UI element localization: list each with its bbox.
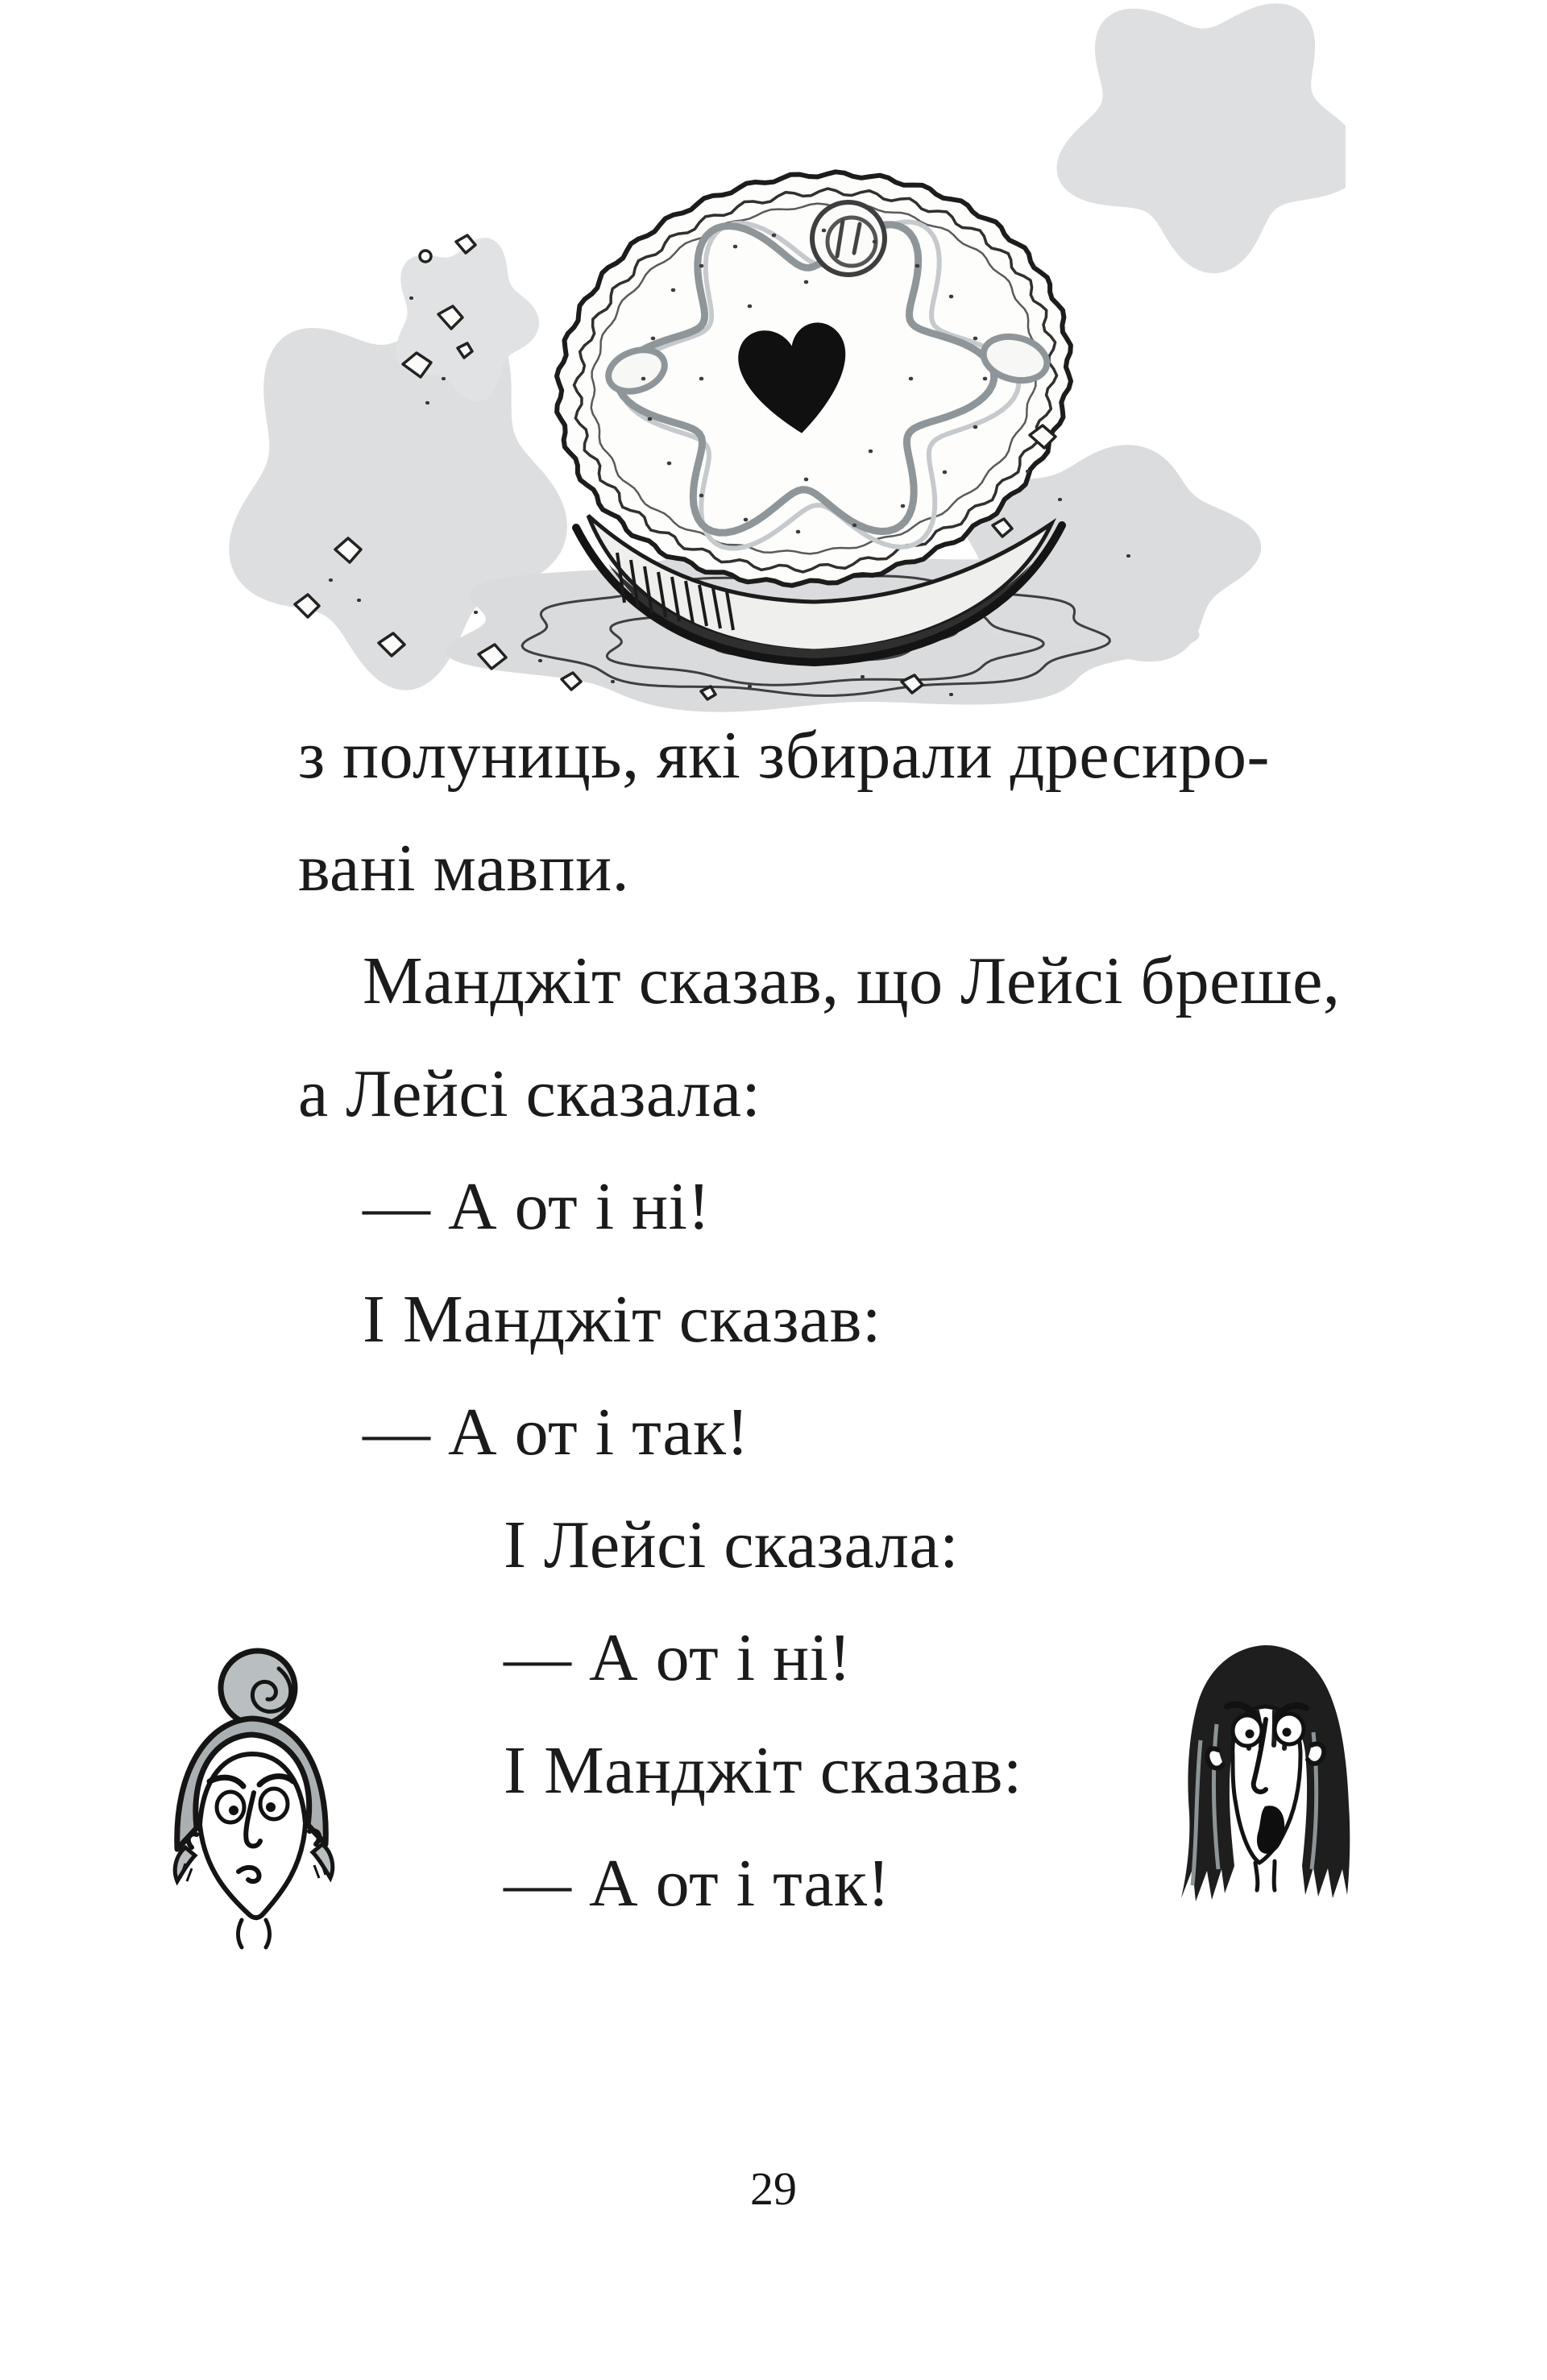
ear-right (1308, 1744, 1324, 1763)
text-line: І Манджіт сказав: (363, 1282, 881, 1357)
text-line: І Манджіт сказав: (504, 1733, 1022, 1808)
hair-bun (221, 1651, 295, 1725)
text-line: — А от і так! (363, 1395, 749, 1470)
text-line: а Лейсі сказала: (298, 1056, 761, 1131)
pupil-right (266, 1802, 276, 1812)
wash-top-right (1057, 3, 1346, 273)
chin-tufts (238, 1920, 270, 1947)
text-line: І Лейсі сказала: (504, 1507, 960, 1582)
pupil-left (229, 1806, 238, 1815)
biscuit-illustration (137, 0, 1346, 725)
long-hair-girl-illustration (1144, 1627, 1386, 1922)
text-line: — А от і так! (504, 1846, 890, 1921)
pigtail-right (313, 1844, 333, 1878)
text-line: з полуниць, які збирали дресиро- (298, 718, 1270, 793)
text-line: Манджіт сказав, що Лейсі бреше, (363, 943, 1341, 1018)
text-line: вані мавпи. (298, 831, 630, 906)
neck-lines (1255, 1861, 1275, 1890)
pupil-left (1246, 1730, 1255, 1739)
page-number: 29 (750, 2162, 797, 2215)
woman-with-bun-illustration (129, 1640, 363, 1962)
text-line: — А от і ні! (363, 1169, 711, 1244)
text-line: — А от і ні! (504, 1620, 852, 1695)
pupil-right (1283, 1728, 1292, 1737)
